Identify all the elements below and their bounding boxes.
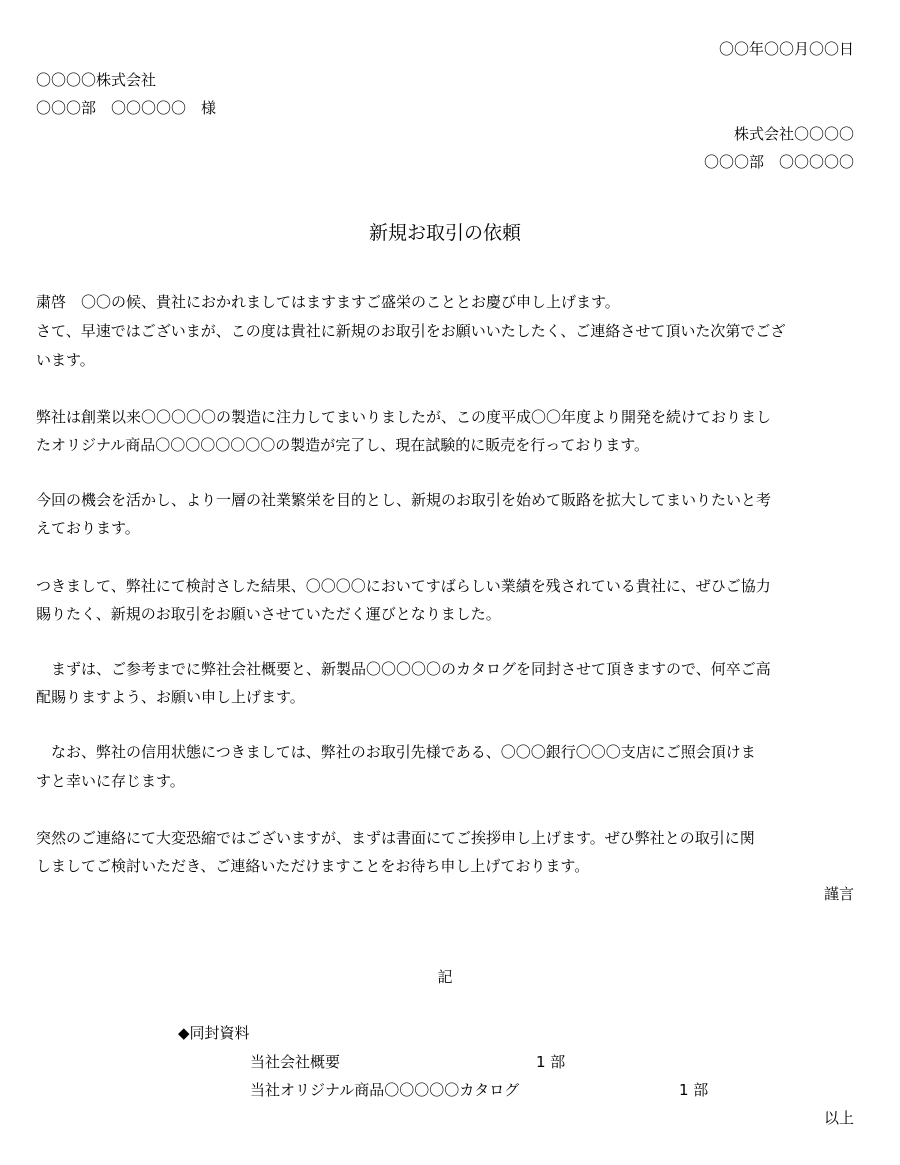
- enclosure-item-qty: 1 部: [679, 1081, 709, 1099]
- body-line: しましてご検討いただき、ご連絡いただけますことをお待ち申し上げております。: [36, 857, 590, 875]
- body-line: 賜りたく、新規のお取引をお願いさせていただく運びとなりました。: [36, 605, 501, 623]
- body-line: すと幸いに存じます。: [36, 772, 185, 790]
- sender-company: 株式会社〇〇〇〇: [733, 125, 854, 143]
- enclosure-item-name: 当社会社概要: [250, 1053, 341, 1071]
- enclosure-item-name: 当社オリジナル商品〇〇〇〇〇カタログ: [250, 1081, 520, 1099]
- recipient-person: 〇〇〇部 〇〇〇〇〇 様: [36, 99, 217, 117]
- letter-date: 〇〇年〇〇月〇〇日: [718, 40, 854, 58]
- body-line: 粛啓 〇〇の候、貴社におかれましてはますますご盛栄のこととお慶び申し上げます。: [36, 293, 620, 311]
- body-line: なお、弊社の信用状態につきましては、弊社のお取引先様である、〇〇〇銀行〇〇〇支店にご照会頂けま: [36, 743, 756, 761]
- body-line: 弊社は創業以来〇〇〇〇〇の製造に注力してまいりましたが、この度平成〇〇年度より開発を続けておりまし: [36, 408, 772, 426]
- letter-title: 新規お取引の依頼: [368, 222, 521, 244]
- end-mark: 以上: [823, 1109, 854, 1127]
- body-line: つきまして、弊社にて検討さした結果、〇〇〇〇においてすばらしい業績を残されている貴社に、ぜひご協力: [36, 577, 771, 595]
- enclosure-item-qty: 1 部: [536, 1053, 566, 1071]
- body-line: たオリジナル商品〇〇〇〇〇〇〇〇の製造が完了し、現在試験的に販売を行っております。: [36, 436, 650, 454]
- enclosure-label: ◆同封資料: [178, 1024, 250, 1042]
- record-heading: 記: [437, 968, 453, 986]
- body-line: 今回の機会を活かし、より一層の社業繁栄を目的とし、新規のお取引を始めて販路を拡大してまいりたいと考: [36, 491, 772, 509]
- body-line: います。: [36, 351, 95, 369]
- closing-word: 謹言: [823, 885, 854, 903]
- body-line: さて、早速ではございまが、この度は貴社に新規のお取引をお願いいたしたく、ご連絡させて頂いた次第でござ: [36, 322, 786, 340]
- body-line: えております。: [36, 519, 140, 537]
- body-line: 配賜りますよう、お願い申し上げます。: [36, 688, 305, 706]
- sender-person: 〇〇〇部 〇〇〇〇〇: [703, 153, 854, 171]
- recipient-company: 〇〇〇〇株式会社: [36, 71, 157, 89]
- body-line: 突然のご連絡にて大変恐縮ではございますが、まずは書面にてご挨拶申し上げます。ぜひ弊社との取引に関: [36, 829, 755, 847]
- body-line: まずは、ご参考までに弊社会社概要と、新製品〇〇〇〇〇のカタログを同封させて頂きますので、何卒ご高: [36, 660, 771, 678]
